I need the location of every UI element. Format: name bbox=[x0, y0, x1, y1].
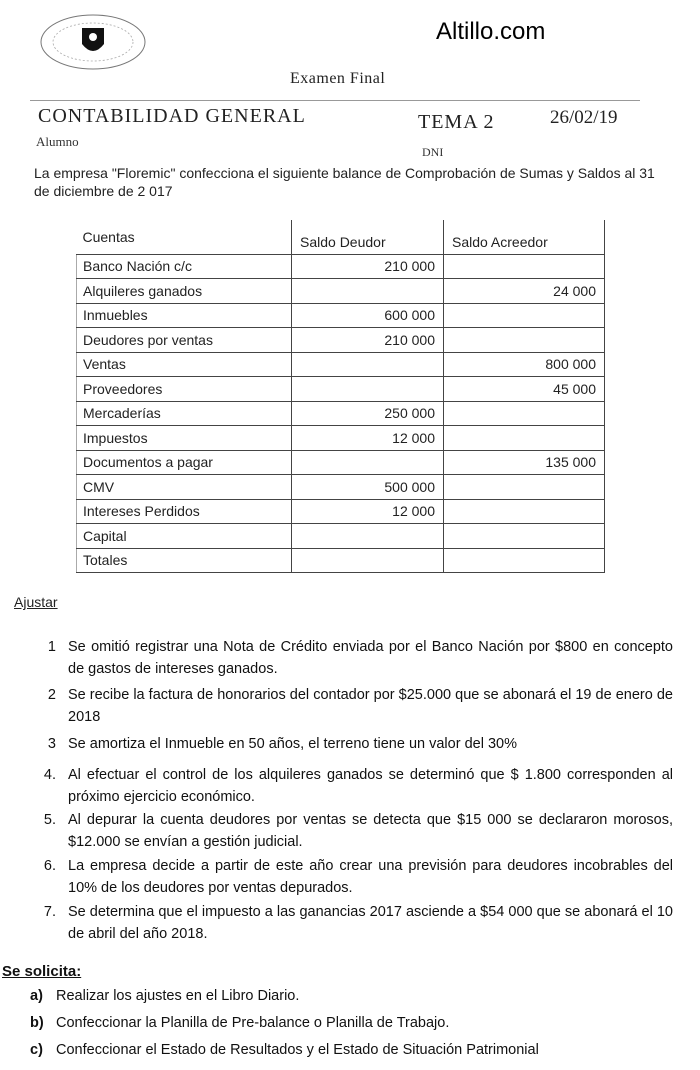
account-cell: Inmuebles bbox=[77, 303, 292, 328]
table-row bbox=[77, 450, 605, 475]
intro-paragraph: La empresa "Floremic" confecciona el siguiente balance de Comprobación de Sumas y Saldos al 31 de diciembre de 2 017 bbox=[34, 165, 655, 199]
credit-cell bbox=[444, 548, 605, 573]
table-row bbox=[77, 426, 605, 451]
header-divider bbox=[30, 100, 640, 101]
table-row bbox=[77, 254, 605, 279]
credit-cell bbox=[444, 254, 605, 279]
header-accounts: Cuentas bbox=[77, 220, 292, 254]
credit-cell bbox=[444, 328, 605, 353]
credit-cell bbox=[444, 303, 605, 328]
topic-label: TEMA 2 bbox=[418, 111, 495, 133]
exam-title: Examen Final bbox=[290, 70, 386, 87]
header-debit: Saldo Deudor bbox=[292, 220, 444, 254]
request-text: Realizar los ajustes en el Libro Diario. bbox=[56, 988, 300, 1004]
item-number: 7. bbox=[43, 904, 56, 920]
dni-label: DNI bbox=[422, 145, 444, 159]
table-row bbox=[77, 524, 605, 549]
item-text: Se determina que el impuesto a las ganancias 2017 asciende a $54 000 que se abonará el 10 de abril del año 2018. bbox=[68, 904, 673, 942]
adjust-heading: Ajustar bbox=[14, 594, 58, 610]
table-row bbox=[77, 303, 605, 328]
item-text: Al depurar la cuenta deudores por ventas se detecta que $15 000 se declararon morosos, $12.000 se envían a gestión judicial. bbox=[68, 812, 673, 850]
item-number: 1 bbox=[47, 639, 56, 655]
list-item bbox=[30, 1015, 449, 1031]
debit-cell: 210 000 bbox=[292, 254, 444, 279]
request-label: a) bbox=[30, 988, 43, 1004]
table-row bbox=[77, 475, 605, 500]
debit-cell bbox=[292, 524, 444, 549]
item-number: 4. bbox=[43, 767, 56, 783]
item-text: Se amortiza el Inmueble en 50 años, el terreno tiene un valor del 30% bbox=[68, 736, 517, 752]
account-cell: Intereses Perdidos bbox=[77, 499, 292, 524]
item-text: Se recibe la factura de honorarios del contador por $25.000 que se abonará el 19 de enero de 2018 bbox=[68, 687, 673, 725]
list-item bbox=[30, 988, 299, 1004]
table-row bbox=[77, 548, 605, 573]
debit-cell: 500 000 bbox=[292, 475, 444, 500]
account-cell: Deudores por ventas bbox=[77, 328, 292, 353]
credit-cell bbox=[444, 499, 605, 524]
debit-cell: 210 000 bbox=[292, 328, 444, 353]
item-number: 2 bbox=[47, 687, 56, 703]
item-text: La empresa decide a partir de este año crear una previsión para deudores incobrables del 10% de los deudores por ventas depurados. bbox=[68, 858, 673, 896]
trial-balance-table bbox=[76, 220, 605, 573]
request-text: Confeccionar el Estado de Resultados y el Estado de Situación Patrimonial bbox=[56, 1042, 539, 1058]
debit-cell bbox=[292, 548, 444, 573]
credit-cell bbox=[444, 524, 605, 549]
credit-cell bbox=[444, 401, 605, 426]
debit-cell bbox=[292, 279, 444, 304]
table-row bbox=[77, 352, 605, 377]
credit-cell: 800 000 bbox=[444, 352, 605, 377]
account-cell: Capital bbox=[77, 524, 292, 549]
credit-cell: 135 000 bbox=[444, 450, 605, 475]
student-label: Alumno bbox=[36, 134, 79, 149]
account-cell: CMV bbox=[77, 475, 292, 500]
account-cell: Banco Nación c/c bbox=[77, 254, 292, 279]
header-credit: Saldo Acreedor bbox=[444, 220, 605, 254]
request-text: Confeccionar la Planilla de Pre-balance o Planilla de Trabajo. bbox=[56, 1015, 450, 1031]
account-cell: Documentos a pagar bbox=[77, 450, 292, 475]
debit-cell: 12 000 bbox=[292, 499, 444, 524]
account-cell: Mercaderías bbox=[77, 401, 292, 426]
table-header-row bbox=[77, 220, 605, 254]
item-text: Al efectuar el control de los alquileres ganados se determinó que $ 1.800 corresponden al próximo ejercicio económico. bbox=[68, 767, 673, 805]
debit-cell: 12 000 bbox=[292, 426, 444, 451]
exam-date: 26/02/19 bbox=[550, 107, 618, 128]
account-cell: Impuestos bbox=[77, 426, 292, 451]
credit-cell bbox=[444, 475, 605, 500]
table-row bbox=[77, 279, 605, 304]
table-row bbox=[77, 328, 605, 353]
item-number: 3 bbox=[47, 736, 56, 752]
item-number: 6. bbox=[43, 858, 56, 874]
account-cell: Totales bbox=[77, 548, 292, 573]
account-cell: Ventas bbox=[77, 352, 292, 377]
subject-title: CONTABILIDAD GENERAL bbox=[38, 105, 306, 127]
debit-cell bbox=[292, 352, 444, 377]
list-item bbox=[30, 1042, 539, 1058]
item-text: Se omitió registrar una Nota de Crédito enviada por el Banco Nación por $800 en concepto de gastos de intereses ganados. bbox=[68, 639, 673, 677]
credit-cell: 24 000 bbox=[444, 279, 605, 304]
request-label: b) bbox=[30, 1015, 44, 1031]
request-heading: Se solicita: bbox=[2, 963, 82, 980]
table-row bbox=[77, 377, 605, 402]
table-row bbox=[77, 499, 605, 524]
credit-cell bbox=[444, 426, 605, 451]
account-cell: Proveedores bbox=[77, 377, 292, 402]
account-cell: Alquileres ganados bbox=[77, 279, 292, 304]
debit-cell: 600 000 bbox=[292, 303, 444, 328]
debit-cell: 250 000 bbox=[292, 401, 444, 426]
site-watermark: Altillo.com bbox=[436, 18, 546, 45]
debit-cell bbox=[292, 450, 444, 475]
university-seal-icon bbox=[38, 10, 148, 70]
table-row bbox=[77, 401, 605, 426]
item-number: 5. bbox=[43, 812, 56, 828]
credit-cell: 45 000 bbox=[444, 377, 605, 402]
debit-cell bbox=[292, 377, 444, 402]
request-label: c) bbox=[30, 1042, 43, 1058]
